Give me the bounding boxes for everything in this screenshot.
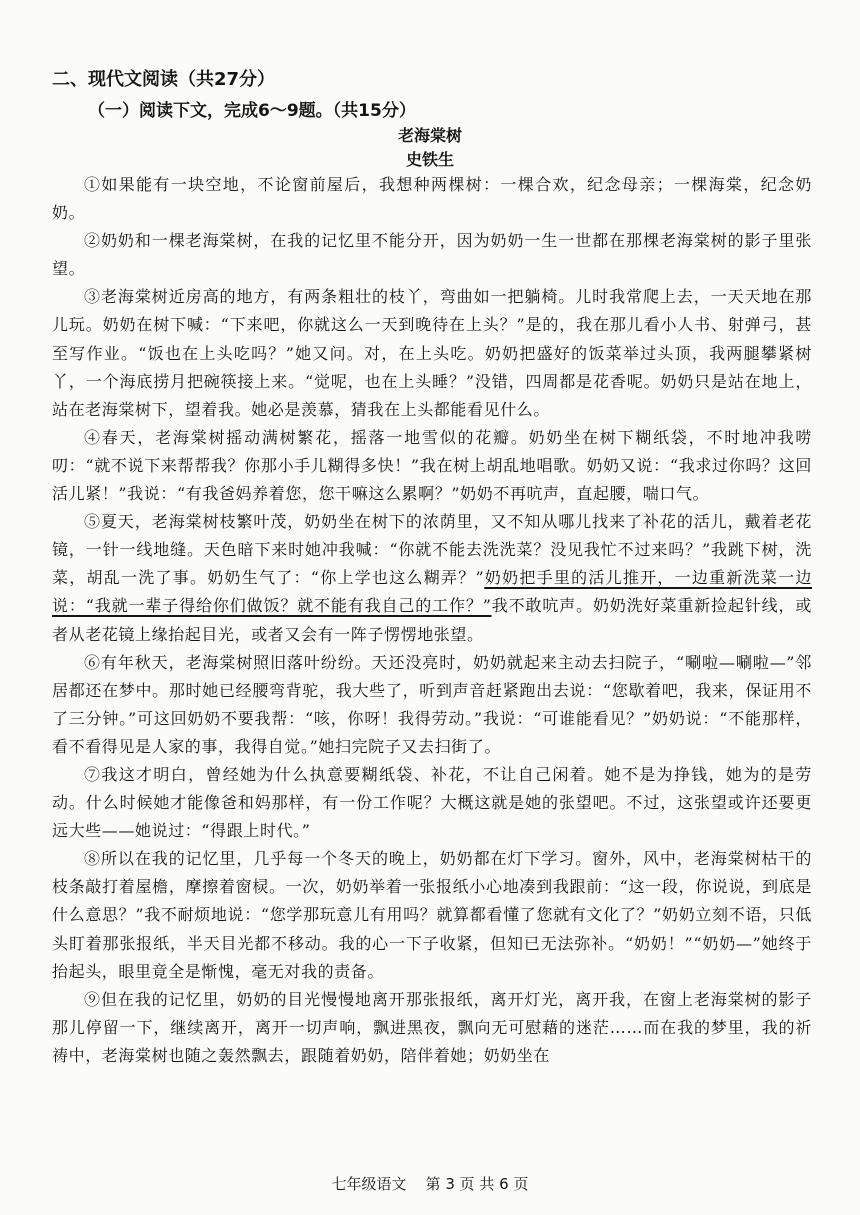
paragraph-7: ⑦我这才明白，曾经她为什么执意要糊纸袋、补花，不让自己闲着。她不是为挣钱，她为的是劳动。什么时候她才能像爸和妈那样，有一份工作呢？大概这就是她的张望吧。不过，这张望或许还要更远大些——她说过：“得跟上时代。” (52, 764, 812, 841)
paragraph-3: ③老海棠树近房高的地方，有两条粗壮的枝丫，弯曲如一把躺椅。儿时我常爬上去，一天天地在那儿玩。奶奶在树下喊：“下来吧，你就这么一天到晚待在上头？”是的，我在那儿看小人书、射弹弓，甚至写作业。“饭也在上头吃吗？”她又问。对，在上头吃。奶奶把盛好的饭菜举过头顶，我两腿攀紧树丫，一个海底捞月把碗筷接上来。“觉呢，也在上头睡？”没错，四周都是花香呢。奶奶只是站在地上，站在老海棠树下，望着我。她必是羡慕，猜我在上头都能看见什么。 (52, 287, 812, 419)
paragraph-8: ⑧所以在我的记忆里，几乎每一个冬天的晚上，奶奶都在灯下学习。窗外，风中，老海棠树枯干的枝条敲打着屋檐，摩擦着窗棂。一次，奶奶举着一张报纸小心地凑到我跟前：“这一段，你说说，到底是什么意思？”我不耐烦地说：“您学那玩意儿有用吗？就算都看懂了您就有文化了？”奶奶立刻不语，只低头盯着那张报纸，半天目光都不移动。我的心一下子收紧，但知已无法弥补。“奶奶！”“奶奶—”她终于抬起头，眼里竟全是惭愧，毫无对我的责备。 (52, 849, 812, 981)
article-author: 史铁生 (405, 150, 454, 169)
article-title: 老海棠树 (397, 126, 462, 145)
section-heading: 二、现代文阅读（共27分） (52, 69, 276, 90)
underlined-sentence: 奶奶把手里的活儿推开，一边重新洗菜一边说：“我就一辈子得给你们做饭？就不能有我自己的工作？” (52, 568, 812, 616)
page-footer: 七年级语文 第 3 页 共 6 页 (331, 1175, 529, 1193)
paragraph-9: ⑨但在我的记忆里，奶奶的目光慢慢地离开那张报纸，离开灯光，离开我，在窗上老海棠树的影子那儿停留一下，继续离开，离开一切声响，飘进黑夜，飘向无可慰藉的迷茫……而在我的梦里，我的祈祷中，老海棠树也随之轰然飘去，跟随着奶奶，陪伴着她；奶奶坐在 (52, 989, 812, 1065)
question-group-heading: （一）阅读下文，完成6～9题。（共15分） (88, 101, 416, 121)
article-body (52, 171, 812, 1070)
paragraph-5 (52, 508, 812, 648)
paragraph-2: ②奶奶和一棵老海棠树，在我的记忆里不能分开，因为奶奶一生一世都在那棵老海棠树的影子里张望。 (52, 231, 812, 279)
paragraph-5-text-before: ⑤夏天，老海棠树枝繁叶茂，奶奶坐在树下的浓荫里，又不知从哪儿找来了补花的活儿，戴着老花镜，一针一线地缝。天色暗下来时她冲我喊：“你就不能去洗洗菜？没见我忙不过来吗？”我跳下树，洗菜，胡乱一洗了事。奶奶生气了：“你上学也这么糊弄？” (52, 512, 812, 588)
paragraph-6: ⑥有年秋天，老海棠树照旧落叶纷纷。天还没亮时，奶奶就起来主动去扫院子，“唰啦—唰啦—”邻居都还在梦中。那时她已经腰弯背驼，我大些了，听到声音赶紧跑出去说：“您歇着吧，我来，保证用不了三分钟。”可这回奶奶不要我帮：“咳，你呀！我得劳动。”我说：“可谁能看见？”奶奶说：“不能那样，看不看得见是人家的事，我得自觉。”她扫完院子又去扫街了。 (52, 652, 812, 756)
paragraph-4: ④春天，老海棠树摇动满树繁花，摇落一地雪似的花瓣。奶奶坐在树下糊纸袋，不时地冲我唠叨：“就不说下来帮帮我？你那小手儿糊得多快！”我在树上胡乱地唱歌。奶奶又说：“我求过你吗？这回活儿紧！”我说：“有我爸妈养着您，您干嘛这么累啊？”奶奶不再吭声，直起腰，喘口气。 (52, 427, 812, 504)
paragraph-1: ①如果能有一块空地，不论窗前屋后，我想种两棵树：一棵合欢，纪念母亲；一棵海棠，纪念奶奶。 (52, 175, 812, 223)
paragraph-5-text-after: 我不敢吭声。奶奶洗好菜重新捡起针线，或者从老花镜上缘抬起目光，或者又会有一阵子愣愣地张望。 (52, 596, 812, 644)
